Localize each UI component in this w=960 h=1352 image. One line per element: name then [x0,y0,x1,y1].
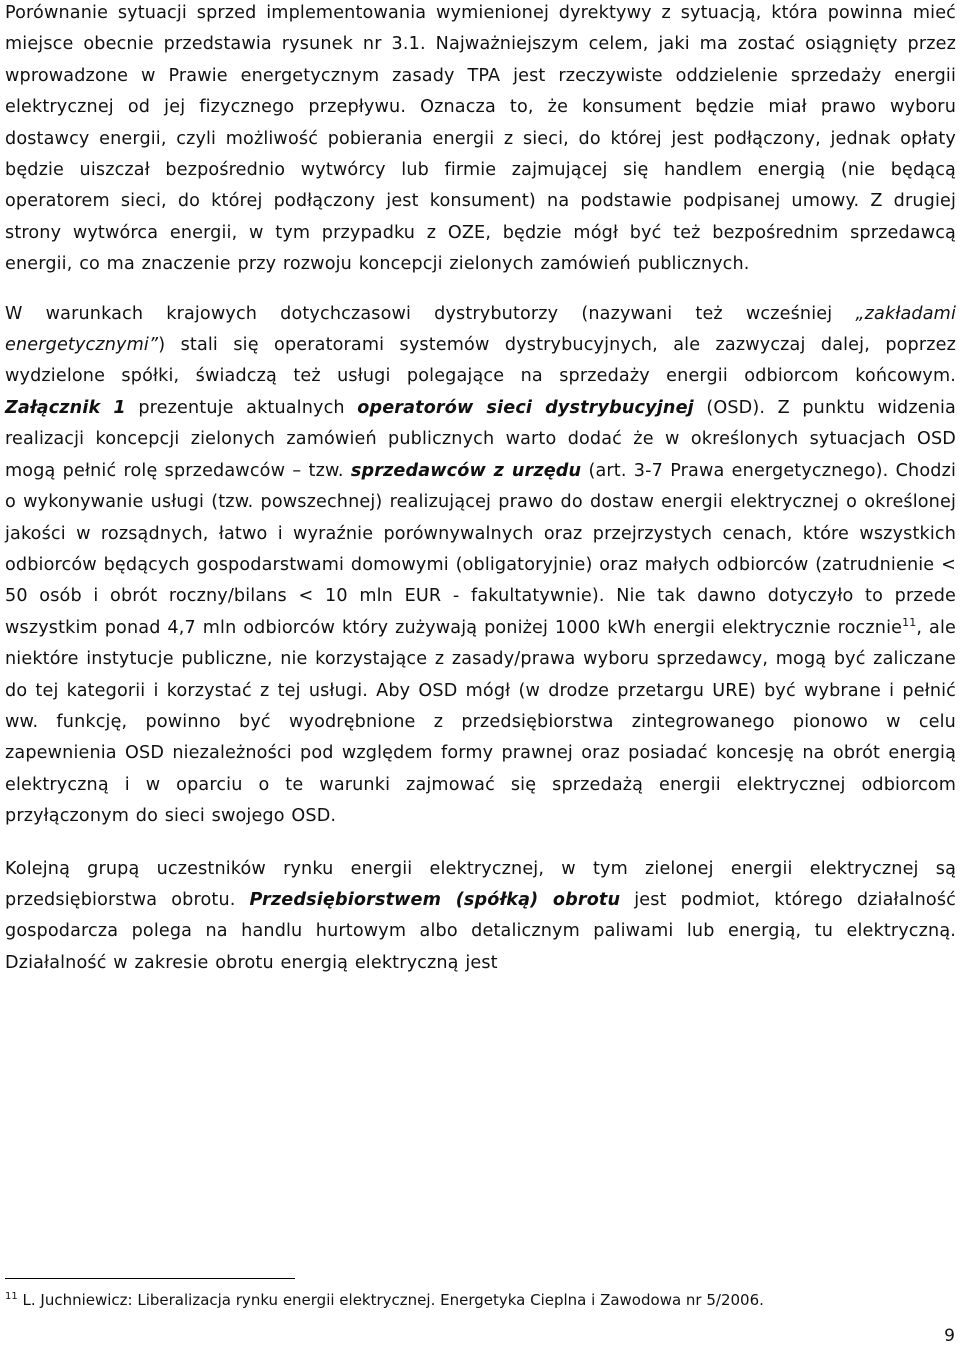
footnote [5,1290,955,1310]
paragraph-text: W warunkach krajowych dotychczasowi dystrybutorzy (nazywani też wcześniej [5,303,856,324]
bold-italic-term: Przedsiębiorstwem (spółką) obrotu [249,889,621,910]
paragraph-text: Kolejną grupą uczestników rynku energii elektrycznej, w tym zielonej energii elektrycznej są przedsiębiorstwa obrotu. [5,858,956,910]
document-body [5,0,956,979]
paragraph-tpa [5,0,956,281]
bold-italic-term: operatorów sieci dystrybucyjnej [357,397,694,418]
paragraph-distributors [5,299,956,833]
paragraph-text: (art. 3-7 Prawa energetycznego). Chodzi o wykonywanie usługi (tzw. powszechnej) realizującej prawo do dostaw energii elektrycznej o określonej jakości w rozsądnych, łatwo i wyraźnie porównywalnych oraz przejrzystych cenach, które wszystkich odbiorców będących gospodarstwami domowymi (obligatoryjnie) oraz małych odbiorców (zatrudnienie < 50 osób i obrót roczny/bilans < 10 mln EUR - fakultatywnie). Nie tak dawno dotyczyło to przede wszystkim ponad 4,7 mln odbiorców który zużywają poniżej 1000 kWh energii elektrycznie rocznie [5,460,956,638]
paragraph-text: prezentuje aktualnych [125,397,358,418]
bold-italic-term: Załącznik 1 [5,397,126,418]
footnote-reference[interactable]: 11 [902,615,917,629]
footnote-text: L. Juchniewicz: Liberalizacja rynku energii elektrycznej. Energetyka Cieplna i Zawodowa nr 5/2006. [17,1291,764,1309]
paragraph-trading-companies [5,854,956,980]
paragraph-text: , ale niektóre instytucje publiczne, nie korzystające z zasady/prawa wyboru sprzedawcy, mogą być zaliczane do tej kategorii i korzystać z tej usługi. Aby OSD mógł (w drodze przetargu URE) być wybrane i pełnić ww. funkcję, powinno być wyodrębnione z przedsiębiorstwa zintegrowanego pionowo w celu zapewnienia OSD niezależności pod względem formy prawnej oraz posiadać koncesję na obrót energią elektryczną i w oparciu o te warunki zajmować się sprzedażą energii elektrycznej odbiorcom przyłączonym do sieci swojego OSD. [5,617,956,827]
paragraph-text: ) stali się operatorami systemów dystrybucyjnych, ale zazwyczaj dalej, poprzez wydzielone spółki, świadczą też usługi polegające na sprzedaży energii odbiorcom końcowym. [5,335,956,387]
paragraph-text: jest podmiot, którego działalność gospodarcza polega na handlu hurtowym albo detalicznym paliwami lub energią, tu elektryczną. Działalność w zakresie obrotu energią elektryczną jest [5,889,956,973]
page-number: 9 [944,1326,955,1346]
italic-term: „zakładami energetycznymi” [5,303,956,356]
footnote-number: 11 [5,1291,18,1302]
paragraph-text: (OSD). Z punktu widzenia realizacji koncepcji zielonych zamówień publicznych warto dodać że w określonych sytuacjach OSD mogą pełnić rolę sprzedawców – tzw. [5,397,956,481]
paragraph-text: Porównanie sytuacji sprzed implementowania wymienionej dyrektywy z sytuacją, która powinna mieć miejsce obecnie przedstawia rysunek nr 3.1. Najważniejszym celem, jaki ma zostać osiągnięty przez wprowadzone w Prawie energetycznym zasady TPA jest rzeczywiste oddzielenie sprzedaży energii elektrycznej od jej fizycznego przepływu. Oznacza to, że konsument będzie miał prawo wyboru dostawcy energii, czyli możliwość pobierania energii z sieci, do której jest podłączony, jednak opłaty będzie uiszczał bezpośrednio wytwórcy lub firmie zajmującej się handlem energią (nie będącą operatorem sieci, do której podłączony jest konsument) na podstawie podpisanej umowy. Z drugiej strony wytwórca energii, w tym przypadku z OZE, będzie mógł być też bezpośrednim sprzedawcą energii, co ma znaczenie przy rozwoju koncepcji zielonych zamówień publicznych. [5,3,956,275]
bold-italic-term: sprzedawców z urzędu [350,460,582,481]
footnote-separator [5,1278,295,1279]
